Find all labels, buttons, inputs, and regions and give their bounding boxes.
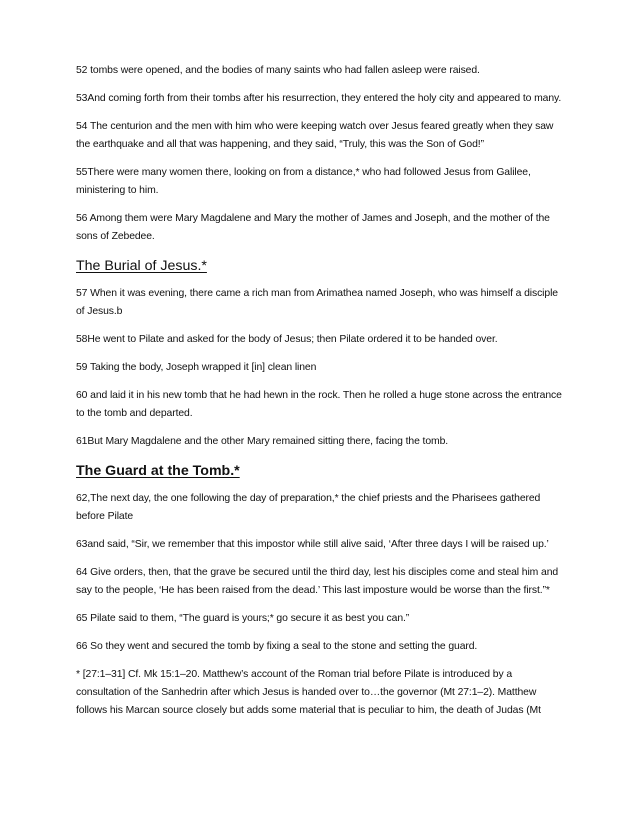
verse-65: 65 Pilate said to them, “The guard is yours;* go secure it as best you can.” [76, 613, 410, 624]
verse-57: 57 When it was evening, there came a rich man from Arimathea named Joseph, who was himself a disciple of Jesus.b [76, 288, 558, 317]
verse-56: 56 Among them were Mary Magdalene and Mary the mother of James and Joseph, and the mother of the sons of Zebedee. [76, 213, 550, 242]
document-page [76, 62, 568, 720]
verse-52: 52 tombs were opened, and the bodies of many saints who had fallen asleep were raised. [76, 65, 480, 76]
verse-60: 60 and laid it in his new tomb that he had hewn in the rock. Then he rolled a huge stone across the entrance to the tomb and departed. [76, 390, 562, 419]
verse-63: 63and said, “Sir, we remember that this impostor while still alive said, ‘After three days I will be raised up.’ [76, 539, 549, 550]
verse-66: 66 So they went and secured the tomb by fixing a seal to the stone and setting the guard. [76, 641, 478, 652]
verse-61: 61But Mary Magdalene and the other Mary remained sitting there, facing the tomb. [76, 436, 449, 447]
footnote: * [27:1–31] Cf. Mk 15:1–20. Matthew’s account of the Roman trial before Pilate is introduced by a consultation of the Sanhedrin after which Jesus is handed over to…the governor (Mt 27:1–2). Matthew follows his Marcan source closely but adds some material that is peculiar to him, the death of Judas (Mt [76, 669, 541, 716]
heading-burial-of-jesus: The Burial of Jesus.* [76, 258, 207, 274]
verse-58: 58He went to Pilate and asked for the body of Jesus; then Pilate ordered it to be handed over. [76, 334, 498, 345]
verse-64: 64 Give orders, then, that the grave be secured until the third day, lest his disciples come and steal him and say to the people, ‘He has been raised from the dead.’ This last imposture would be worse than the first.”* [76, 567, 559, 596]
verse-54: 54 The centurion and the men with him who were keeping watch over Jesus feared greatly when they saw the earthquake and all that was happening, and they said, “Truly, this was the Son of God!” [76, 121, 554, 150]
verse-62: 62,The next day, the one following the day of preparation,* the chief priests and the Pharisees gathered before Pilate [76, 493, 541, 522]
verse-53: 53And coming forth from their tombs after his resurrection, they entered the holy city and appeared to many. [76, 93, 562, 104]
heading-guard-at-tomb: The Guard at the Tomb.* [76, 463, 240, 479]
verse-55: 55There were many women there, looking on from a distance,* who had followed Jesus from Galilee, ministering to him. [76, 167, 531, 196]
verse-59: 59 Taking the body, Joseph wrapped it [in] clean linen [76, 362, 317, 373]
